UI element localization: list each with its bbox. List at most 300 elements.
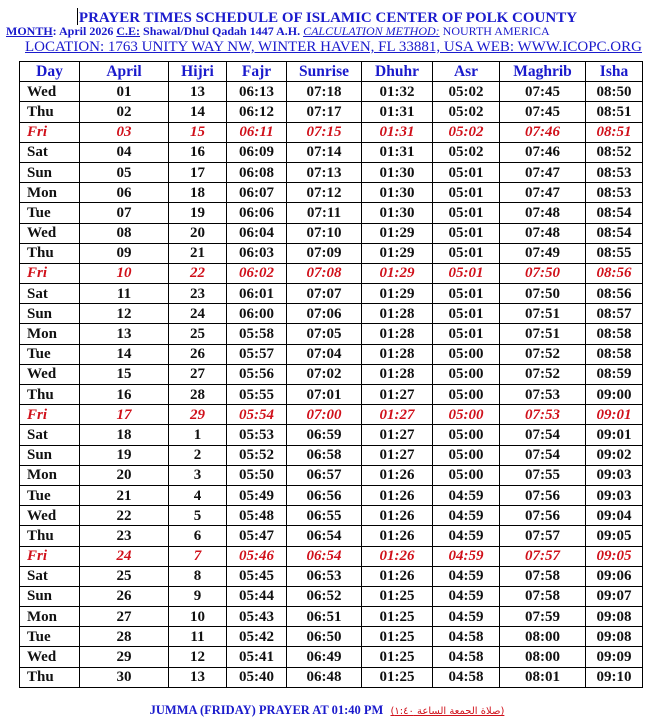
- cell-dhuhr: 01:28: [362, 344, 433, 364]
- table-row: [20, 243, 643, 263]
- cell-april: 14: [80, 344, 169, 364]
- cell-isha: 09:02: [586, 445, 643, 465]
- cell-fajr: 05:56: [227, 364, 287, 384]
- cell-fajr: 06:07: [227, 183, 287, 203]
- table-row: [20, 425, 643, 445]
- cell-maghrib: 07:56: [500, 485, 586, 505]
- location-line: LOCATION: 1763 UNITY WAY NW, WINTER HAVEN, FL 33881, USA WEB: WWW.ICOPC.ORG: [25, 39, 642, 55]
- cell-hijri: 8: [169, 566, 227, 586]
- cell-dhuhr: 01:27: [362, 445, 433, 465]
- cell-fajr: 05:40: [227, 667, 287, 687]
- ce-label: C.E:: [116, 24, 141, 38]
- cell-fajr: 06:03: [227, 243, 287, 263]
- cell-asr: 05:01: [433, 203, 500, 223]
- cell-isha: 08:52: [586, 142, 643, 162]
- cell-sunrise: 06:56: [287, 485, 362, 505]
- cell-sunrise: 07:10: [287, 223, 362, 243]
- column-header-fajr: Fajr: [227, 62, 287, 82]
- cell-maghrib: 07:54: [500, 425, 586, 445]
- cell-dhuhr: 01:28: [362, 304, 433, 324]
- table-row: [20, 607, 643, 627]
- cell-isha: 09:10: [586, 667, 643, 687]
- cell-april: 16: [80, 385, 169, 405]
- cell-day: Sun: [20, 304, 80, 324]
- cell-asr: 05:01: [433, 304, 500, 324]
- cell-asr: 05:02: [433, 102, 500, 122]
- month-value: : April 2026: [52, 24, 117, 38]
- cell-hijri: 6: [169, 526, 227, 546]
- cell-dhuhr: 01:29: [362, 243, 433, 263]
- table-row: [20, 142, 643, 162]
- cell-april: 02: [80, 102, 169, 122]
- cell-dhuhr: 01:28: [362, 364, 433, 384]
- cell-asr: 04:59: [433, 607, 500, 627]
- cell-fajr: 05:58: [227, 324, 287, 344]
- cell-day: Sun: [20, 586, 80, 606]
- hijri-month-value: Shawal/Dhul Qadah 1447 A.H.: [140, 24, 304, 38]
- cell-fajr: 05:50: [227, 465, 287, 485]
- cell-maghrib: 07:46: [500, 142, 586, 162]
- cell-maghrib: 07:55: [500, 465, 586, 485]
- cell-asr: 04:59: [433, 566, 500, 586]
- column-header-dhuhr: Dhuhr: [362, 62, 433, 82]
- cell-sunrise: 06:53: [287, 566, 362, 586]
- cell-day: Sun: [20, 162, 80, 182]
- cell-april: 17: [80, 405, 169, 425]
- cell-isha: 09:01: [586, 405, 643, 425]
- cell-april: 30: [80, 667, 169, 687]
- cell-asr: 05:01: [433, 183, 500, 203]
- cell-day: Mon: [20, 607, 80, 627]
- cell-april: 08: [80, 223, 169, 243]
- cell-fajr: 05:45: [227, 566, 287, 586]
- cell-asr: 05:00: [433, 385, 500, 405]
- cell-asr: 05:00: [433, 425, 500, 445]
- cell-fajr: 05:44: [227, 586, 287, 606]
- cell-hijri: 22: [169, 263, 227, 283]
- cell-sunrise: 06:55: [287, 506, 362, 526]
- cell-dhuhr: 01:26: [362, 465, 433, 485]
- cell-april: 21: [80, 485, 169, 505]
- table-row: [20, 304, 643, 324]
- cell-dhuhr: 01:30: [362, 183, 433, 203]
- column-header-maghrib: Maghrib: [500, 62, 586, 82]
- cell-maghrib: 07:58: [500, 566, 586, 586]
- cell-maghrib: 08:00: [500, 647, 586, 667]
- cell-day: Tue: [20, 203, 80, 223]
- cell-maghrib: 08:01: [500, 667, 586, 687]
- cell-day: Thu: [20, 243, 80, 263]
- cell-maghrib: 07:58: [500, 586, 586, 606]
- cell-isha: 08:51: [586, 122, 643, 142]
- cell-asr: 05:01: [433, 243, 500, 263]
- table-row-friday: [20, 546, 643, 566]
- cell-isha: 08:56: [586, 263, 643, 283]
- column-header-sunrise: Sunrise: [287, 62, 362, 82]
- cell-sunrise: 06:54: [287, 546, 362, 566]
- cell-dhuhr: 01:25: [362, 667, 433, 687]
- table-body: [20, 82, 643, 688]
- cell-april: 24: [80, 546, 169, 566]
- cell-sunrise: 07:15: [287, 122, 362, 142]
- cell-maghrib: 07:53: [500, 385, 586, 405]
- cell-fajr: 05:41: [227, 647, 287, 667]
- cell-sunrise: 07:12: [287, 183, 362, 203]
- cell-maghrib: 07:50: [500, 284, 586, 304]
- cell-asr: 04:59: [433, 485, 500, 505]
- cell-isha: 08:54: [586, 203, 643, 223]
- cell-dhuhr: 01:27: [362, 425, 433, 445]
- cell-asr: 04:59: [433, 586, 500, 606]
- cell-dhuhr: 01:25: [362, 586, 433, 606]
- cell-maghrib: 07:45: [500, 82, 586, 102]
- cell-sunrise: 06:49: [287, 647, 362, 667]
- cell-isha: 09:04: [586, 506, 643, 526]
- cell-fajr: 05:52: [227, 445, 287, 465]
- table-row: [20, 627, 643, 647]
- cell-sunrise: 07:09: [287, 243, 362, 263]
- jumma-arabic-text: (صلاة الجمعة الساعة ١:٤٠): [390, 706, 505, 717]
- cell-asr: 05:02: [433, 122, 500, 142]
- cell-fajr: 05:57: [227, 344, 287, 364]
- cell-april: 01: [80, 82, 169, 102]
- cell-hijri: 4: [169, 485, 227, 505]
- cell-dhuhr: 01:25: [362, 627, 433, 647]
- table-row: [20, 667, 643, 687]
- cell-day: Tue: [20, 344, 80, 364]
- cell-april: 04: [80, 142, 169, 162]
- cell-day: Sat: [20, 284, 80, 304]
- cell-sunrise: 07:04: [287, 344, 362, 364]
- prayer-times-table: [19, 61, 643, 688]
- cell-april: 13: [80, 324, 169, 344]
- cell-asr: 05:02: [433, 142, 500, 162]
- cell-april: 07: [80, 203, 169, 223]
- cell-dhuhr: 01:26: [362, 526, 433, 546]
- cell-day: Thu: [20, 526, 80, 546]
- cell-day: Sun: [20, 445, 80, 465]
- cell-isha: 08:53: [586, 162, 643, 182]
- cell-dhuhr: 01:27: [362, 405, 433, 425]
- cell-asr: 04:59: [433, 506, 500, 526]
- text-cursor: [77, 8, 78, 25]
- cell-maghrib: 07:57: [500, 546, 586, 566]
- cell-sunrise: 07:07: [287, 284, 362, 304]
- cell-isha: 08:54: [586, 223, 643, 243]
- cell-maghrib: 07:52: [500, 344, 586, 364]
- cell-fajr: 06:13: [227, 82, 287, 102]
- cell-day: Wed: [20, 364, 80, 384]
- cell-hijri: 23: [169, 284, 227, 304]
- table-row: [20, 445, 643, 465]
- cell-april: 18: [80, 425, 169, 445]
- cell-isha: 08:58: [586, 344, 643, 364]
- cell-day: Wed: [20, 223, 80, 243]
- cell-sunrise: 07:05: [287, 324, 362, 344]
- cell-asr: 05:01: [433, 284, 500, 304]
- cell-isha: 08:59: [586, 364, 643, 384]
- cell-hijri: 26: [169, 344, 227, 364]
- cell-fajr: 06:08: [227, 162, 287, 182]
- cell-fajr: 05:42: [227, 627, 287, 647]
- cell-fajr: 06:06: [227, 203, 287, 223]
- cell-hijri: 29: [169, 405, 227, 425]
- table-row: [20, 102, 643, 122]
- cell-isha: 08:51: [586, 102, 643, 122]
- cell-isha: 09:08: [586, 627, 643, 647]
- cell-dhuhr: 01:26: [362, 506, 433, 526]
- cell-hijri: 19: [169, 203, 227, 223]
- cell-hijri: 14: [169, 102, 227, 122]
- cell-day: Sat: [20, 566, 80, 586]
- cell-asr: 04:59: [433, 546, 500, 566]
- cell-asr: 05:00: [433, 405, 500, 425]
- cell-maghrib: 07:51: [500, 324, 586, 344]
- cell-april: 19: [80, 445, 169, 465]
- table-row-friday: [20, 405, 643, 425]
- cell-day: Mon: [20, 465, 80, 485]
- cell-day: Fri: [20, 263, 80, 283]
- table-row: [20, 284, 643, 304]
- table-row: [20, 385, 643, 405]
- cell-april: 29: [80, 647, 169, 667]
- cell-asr: 04:58: [433, 667, 500, 687]
- cell-sunrise: 06:50: [287, 627, 362, 647]
- cell-maghrib: 07:50: [500, 263, 586, 283]
- cell-asr: 04:58: [433, 647, 500, 667]
- cell-fajr: 06:00: [227, 304, 287, 324]
- cell-asr: 05:01: [433, 162, 500, 182]
- cell-maghrib: 08:00: [500, 627, 586, 647]
- cell-maghrib: 07:49: [500, 243, 586, 263]
- cell-maghrib: 07:48: [500, 223, 586, 243]
- cell-hijri: 28: [169, 385, 227, 405]
- cell-day: Wed: [20, 82, 80, 102]
- table-row: [20, 506, 643, 526]
- cell-dhuhr: 01:26: [362, 546, 433, 566]
- table-row: [20, 344, 643, 364]
- cell-day: Fri: [20, 546, 80, 566]
- cell-sunrise: 06:58: [287, 445, 362, 465]
- table-row: [20, 465, 643, 485]
- cell-april: 28: [80, 627, 169, 647]
- cell-day: Tue: [20, 627, 80, 647]
- column-header-isha: Isha: [586, 62, 643, 82]
- cell-hijri: 12: [169, 647, 227, 667]
- cell-fajr: 06:04: [227, 223, 287, 243]
- cell-sunrise: 07:01: [287, 385, 362, 405]
- cell-fajr: 05:48: [227, 506, 287, 526]
- cell-fajr: 06:12: [227, 102, 287, 122]
- cell-sunrise: 06:52: [287, 586, 362, 606]
- column-header-hijri: Hijri: [169, 62, 227, 82]
- cell-isha: 09:09: [586, 647, 643, 667]
- cell-april: 26: [80, 586, 169, 606]
- cell-hijri: 27: [169, 364, 227, 384]
- jumma-note: [0, 703, 654, 718]
- cell-maghrib: 07:47: [500, 183, 586, 203]
- cell-asr: 05:00: [433, 364, 500, 384]
- cell-fajr: 05:54: [227, 405, 287, 425]
- cell-day: Mon: [20, 183, 80, 203]
- table-row-friday: [20, 263, 643, 283]
- cell-isha: 09:08: [586, 607, 643, 627]
- table-row: [20, 586, 643, 606]
- cell-day: Sat: [20, 142, 80, 162]
- cell-day: Wed: [20, 647, 80, 667]
- cell-hijri: 16: [169, 142, 227, 162]
- cell-dhuhr: 01:29: [362, 284, 433, 304]
- cell-isha: 08:58: [586, 324, 643, 344]
- cell-sunrise: 06:54: [287, 526, 362, 546]
- table-row: [20, 203, 643, 223]
- cell-april: 27: [80, 607, 169, 627]
- table-row: [20, 82, 643, 102]
- cell-dhuhr: 01:26: [362, 566, 433, 586]
- cell-april: 10: [80, 263, 169, 283]
- cell-day: Wed: [20, 506, 80, 526]
- cell-dhuhr: 01:29: [362, 263, 433, 283]
- column-header-april: April: [80, 62, 169, 82]
- cell-dhuhr: 01:30: [362, 162, 433, 182]
- cell-asr: 05:01: [433, 324, 500, 344]
- cell-day: Thu: [20, 385, 80, 405]
- cell-maghrib: 07:47: [500, 162, 586, 182]
- cell-april: 15: [80, 364, 169, 384]
- jumma-text: JUMMA (FRIDAY) PRAYER AT 01:40 PM: [149, 703, 384, 717]
- cell-day: Mon: [20, 324, 80, 344]
- cell-asr: 05:00: [433, 344, 500, 364]
- cell-maghrib: 07:54: [500, 445, 586, 465]
- cell-dhuhr: 01:25: [362, 607, 433, 627]
- table-header-row: [20, 62, 643, 82]
- cell-fajr: 06:02: [227, 263, 287, 283]
- cell-dhuhr: 01:28: [362, 324, 433, 344]
- cell-asr: 05:00: [433, 465, 500, 485]
- column-header-asr: Asr: [433, 62, 500, 82]
- cell-hijri: 9: [169, 586, 227, 606]
- cell-dhuhr: 01:32: [362, 82, 433, 102]
- cell-april: 06: [80, 183, 169, 203]
- cell-sunrise: 06:48: [287, 667, 362, 687]
- cell-day: Sat: [20, 425, 80, 445]
- cell-isha: 09:00: [586, 385, 643, 405]
- cell-isha: 08:56: [586, 284, 643, 304]
- table-row: [20, 324, 643, 344]
- cell-maghrib: 07:45: [500, 102, 586, 122]
- cell-hijri: 15: [169, 122, 227, 142]
- cell-hijri: 10: [169, 607, 227, 627]
- cell-fajr: 06:11: [227, 122, 287, 142]
- cell-isha: 09:05: [586, 546, 643, 566]
- cell-fajr: 05:55: [227, 385, 287, 405]
- calculation-method-value: NOURTH AMERICA: [439, 24, 550, 38]
- table-row: [20, 162, 643, 182]
- cell-april: 12: [80, 304, 169, 324]
- cell-hijri: 25: [169, 324, 227, 344]
- cell-maghrib: 07:56: [500, 506, 586, 526]
- cell-sunrise: 07:11: [287, 203, 362, 223]
- cell-day: Fri: [20, 405, 80, 425]
- cell-isha: 08:50: [586, 82, 643, 102]
- month-line: [6, 24, 654, 39]
- cell-maghrib: 07:57: [500, 526, 586, 546]
- cell-day: Tue: [20, 485, 80, 505]
- month-label: MONTH: [6, 24, 53, 38]
- cell-hijri: 11: [169, 627, 227, 647]
- cell-hijri: 21: [169, 243, 227, 263]
- table-row: [20, 526, 643, 546]
- cell-hijri: 17: [169, 162, 227, 182]
- cell-day: Thu: [20, 102, 80, 122]
- cell-april: 09: [80, 243, 169, 263]
- cell-maghrib: 07:51: [500, 304, 586, 324]
- cell-maghrib: 07:59: [500, 607, 586, 627]
- cell-april: 03: [80, 122, 169, 142]
- cell-april: 11: [80, 284, 169, 304]
- cell-dhuhr: 01:31: [362, 142, 433, 162]
- cell-asr: 05:00: [433, 445, 500, 465]
- table-row: [20, 485, 643, 505]
- cell-day: Thu: [20, 667, 80, 687]
- cell-fajr: 05:43: [227, 607, 287, 627]
- cell-hijri: 5: [169, 506, 227, 526]
- cell-isha: 08:55: [586, 243, 643, 263]
- cell-hijri: 13: [169, 667, 227, 687]
- cell-isha: 09:03: [586, 465, 643, 485]
- table-row: [20, 364, 643, 384]
- cell-asr: 05:02: [433, 82, 500, 102]
- cell-maghrib: 07:52: [500, 364, 586, 384]
- cell-dhuhr: 01:27: [362, 385, 433, 405]
- cell-sunrise: 06:51: [287, 607, 362, 627]
- cell-april: 05: [80, 162, 169, 182]
- table-row: [20, 566, 643, 586]
- cell-day: Fri: [20, 122, 80, 142]
- cell-isha: 09:01: [586, 425, 643, 445]
- cell-maghrib: 07:46: [500, 122, 586, 142]
- table-row-friday: [20, 122, 643, 142]
- cell-isha: 08:53: [586, 183, 643, 203]
- cell-hijri: 24: [169, 304, 227, 324]
- cell-isha: 09:05: [586, 526, 643, 546]
- cell-asr: 05:01: [433, 223, 500, 243]
- cell-april: 25: [80, 566, 169, 586]
- cell-fajr: 05:49: [227, 485, 287, 505]
- table-row: [20, 183, 643, 203]
- title-text: PRAYER TIMES SCHEDULE OF ISLAMIC CENTER OF POLK COUNTY: [78, 10, 578, 26]
- cell-asr: 04:59: [433, 526, 500, 546]
- cell-sunrise: 07:06: [287, 304, 362, 324]
- cell-isha: 09:07: [586, 586, 643, 606]
- cell-hijri: 20: [169, 223, 227, 243]
- cell-isha: 08:57: [586, 304, 643, 324]
- calculation-method-label: CALCULATION METHOD:: [303, 24, 440, 38]
- cell-dhuhr: 01:29: [362, 223, 433, 243]
- cell-hijri: 2: [169, 445, 227, 465]
- cell-sunrise: 07:18: [287, 82, 362, 102]
- cell-fajr: 05:53: [227, 425, 287, 445]
- cell-dhuhr: 01:30: [362, 203, 433, 223]
- cell-hijri: 18: [169, 183, 227, 203]
- table-row: [20, 647, 643, 667]
- cell-fajr: 05:47: [227, 526, 287, 546]
- cell-hijri: 3: [169, 465, 227, 485]
- cell-maghrib: 07:48: [500, 203, 586, 223]
- cell-dhuhr: 01:25: [362, 647, 433, 667]
- cell-isha: 09:06: [586, 566, 643, 586]
- cell-maghrib: 07:53: [500, 405, 586, 425]
